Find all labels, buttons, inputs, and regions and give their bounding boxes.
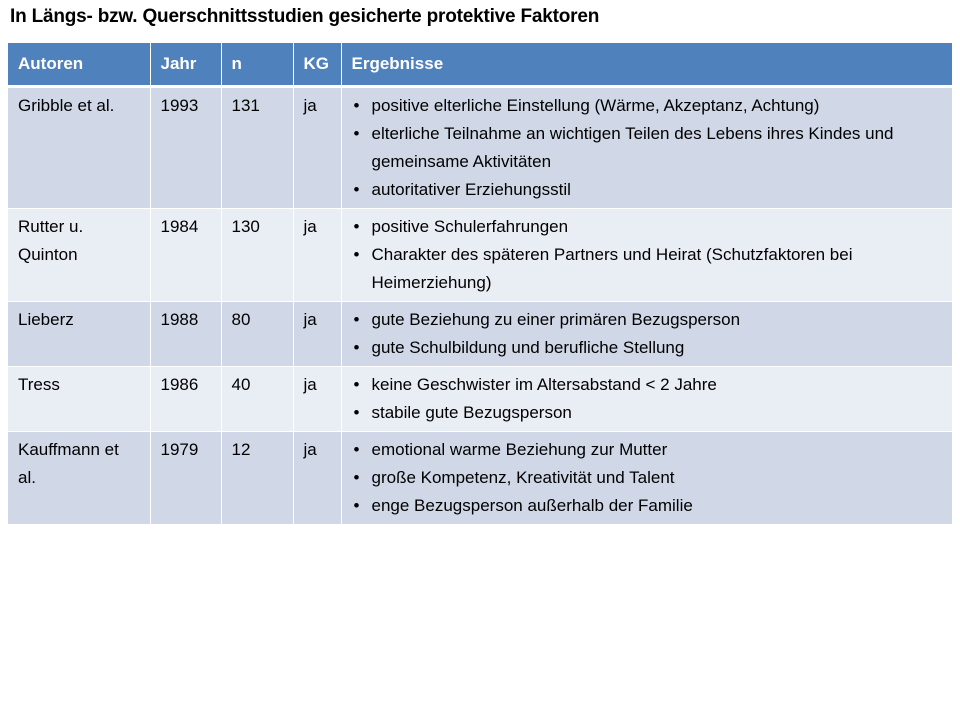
bullet-icon: • [353, 216, 360, 236]
result-text: gute Schulbildung und berufliche Stellung [371, 337, 685, 357]
cell-kg: ja [293, 301, 341, 366]
bullet-icon: • [353, 402, 360, 422]
bullet-icon: • [353, 123, 360, 143]
cell-kg: ja [293, 366, 341, 431]
cell-n: 80 [221, 301, 293, 366]
cell-n: 40 [221, 366, 293, 431]
list-item [350, 241, 945, 297]
cell-ergebnisse [341, 86, 952, 208]
cell-autoren: Rutter u. Quinton [8, 208, 150, 301]
list-item [350, 306, 945, 334]
header-autoren: Autoren [8, 43, 150, 86]
page-title: In Längs- bzw. Querschnittsstudien gesicherte protektive Faktoren [10, 6, 600, 27]
table-row [8, 301, 952, 366]
header-ergebnisse: Ergebnisse [341, 43, 952, 86]
result-text: autoritativer Erziehungsstil [371, 179, 571, 199]
results-list [350, 92, 945, 204]
bullet-icon: • [353, 467, 360, 487]
result-text: emotional warme Beziehung zur Mutter [371, 439, 668, 459]
list-item [350, 120, 945, 176]
results-list [350, 306, 945, 362]
result-text: stabile gute Bezugsperson [371, 402, 572, 422]
list-item [350, 334, 945, 362]
list-item [350, 176, 945, 204]
list-item [350, 213, 945, 241]
results-list [350, 436, 945, 520]
bullet-icon: • [353, 495, 360, 515]
bullet-icon: • [353, 179, 360, 199]
list-item [350, 436, 945, 464]
table-row [8, 431, 952, 524]
cell-jahr: 1993 [150, 86, 221, 208]
cell-jahr: 1988 [150, 301, 221, 366]
bullet-icon: • [353, 95, 360, 115]
header-kg: KG [293, 43, 341, 86]
table-row [8, 86, 952, 208]
cell-autoren: Lieberz [8, 301, 150, 366]
cell-autoren: Tress [8, 366, 150, 431]
table-row [8, 208, 952, 301]
cell-jahr: 1984 [150, 208, 221, 301]
header-n: n [221, 43, 293, 86]
result-text: große Kompetenz, Kreativität und Talent [371, 467, 675, 487]
list-item [350, 399, 945, 427]
result-text: gute Beziehung zu einer primären Bezugsperson [371, 309, 741, 329]
result-text: enge Bezugsperson außerhalb der Familie [371, 495, 693, 515]
cell-ergebnisse [341, 366, 952, 431]
result-text: positive Schulerfahrungen [371, 216, 569, 236]
table-header-row [8, 43, 952, 86]
cell-kg: ja [293, 208, 341, 301]
result-text: positive elterliche Einstellung (Wärme, Akzeptanz, Achtung) [371, 95, 820, 115]
cell-n: 130 [221, 208, 293, 301]
bullet-icon: • [353, 337, 360, 357]
list-item [350, 464, 945, 492]
table-row [8, 366, 952, 431]
cell-jahr: 1979 [150, 431, 221, 524]
bullet-icon: • [353, 374, 360, 394]
cell-ergebnisse [341, 431, 952, 524]
bullet-icon: • [353, 309, 360, 329]
result-text: keine Geschwister im Altersabstand < 2 Jahre [371, 374, 717, 394]
cell-jahr: 1986 [150, 366, 221, 431]
cell-ergebnisse [341, 208, 952, 301]
cell-autoren: Gribble et al. [8, 86, 150, 208]
cell-n: 12 [221, 431, 293, 524]
header-jahr: Jahr [150, 43, 221, 86]
cell-ergebnisse [341, 301, 952, 366]
cell-n: 131 [221, 86, 293, 208]
bullet-icon: • [353, 439, 360, 459]
cell-autoren: Kauffmann et al. [8, 431, 150, 524]
bullet-icon: • [353, 244, 360, 264]
list-item [350, 92, 945, 120]
result-text: Charakter des späteren Partners und Heirat (Schutzfaktoren bei Heimerziehung) [371, 244, 853, 292]
list-item [350, 492, 945, 520]
list-item [350, 371, 945, 399]
cell-kg: ja [293, 431, 341, 524]
results-list [350, 371, 945, 427]
cell-kg: ja [293, 86, 341, 208]
result-text: elterliche Teilnahme an wichtigen Teilen des Lebens ihres Kindes und gemeinsame Aktivitäten [371, 123, 894, 171]
studies-table [8, 43, 952, 525]
results-list [350, 213, 945, 297]
